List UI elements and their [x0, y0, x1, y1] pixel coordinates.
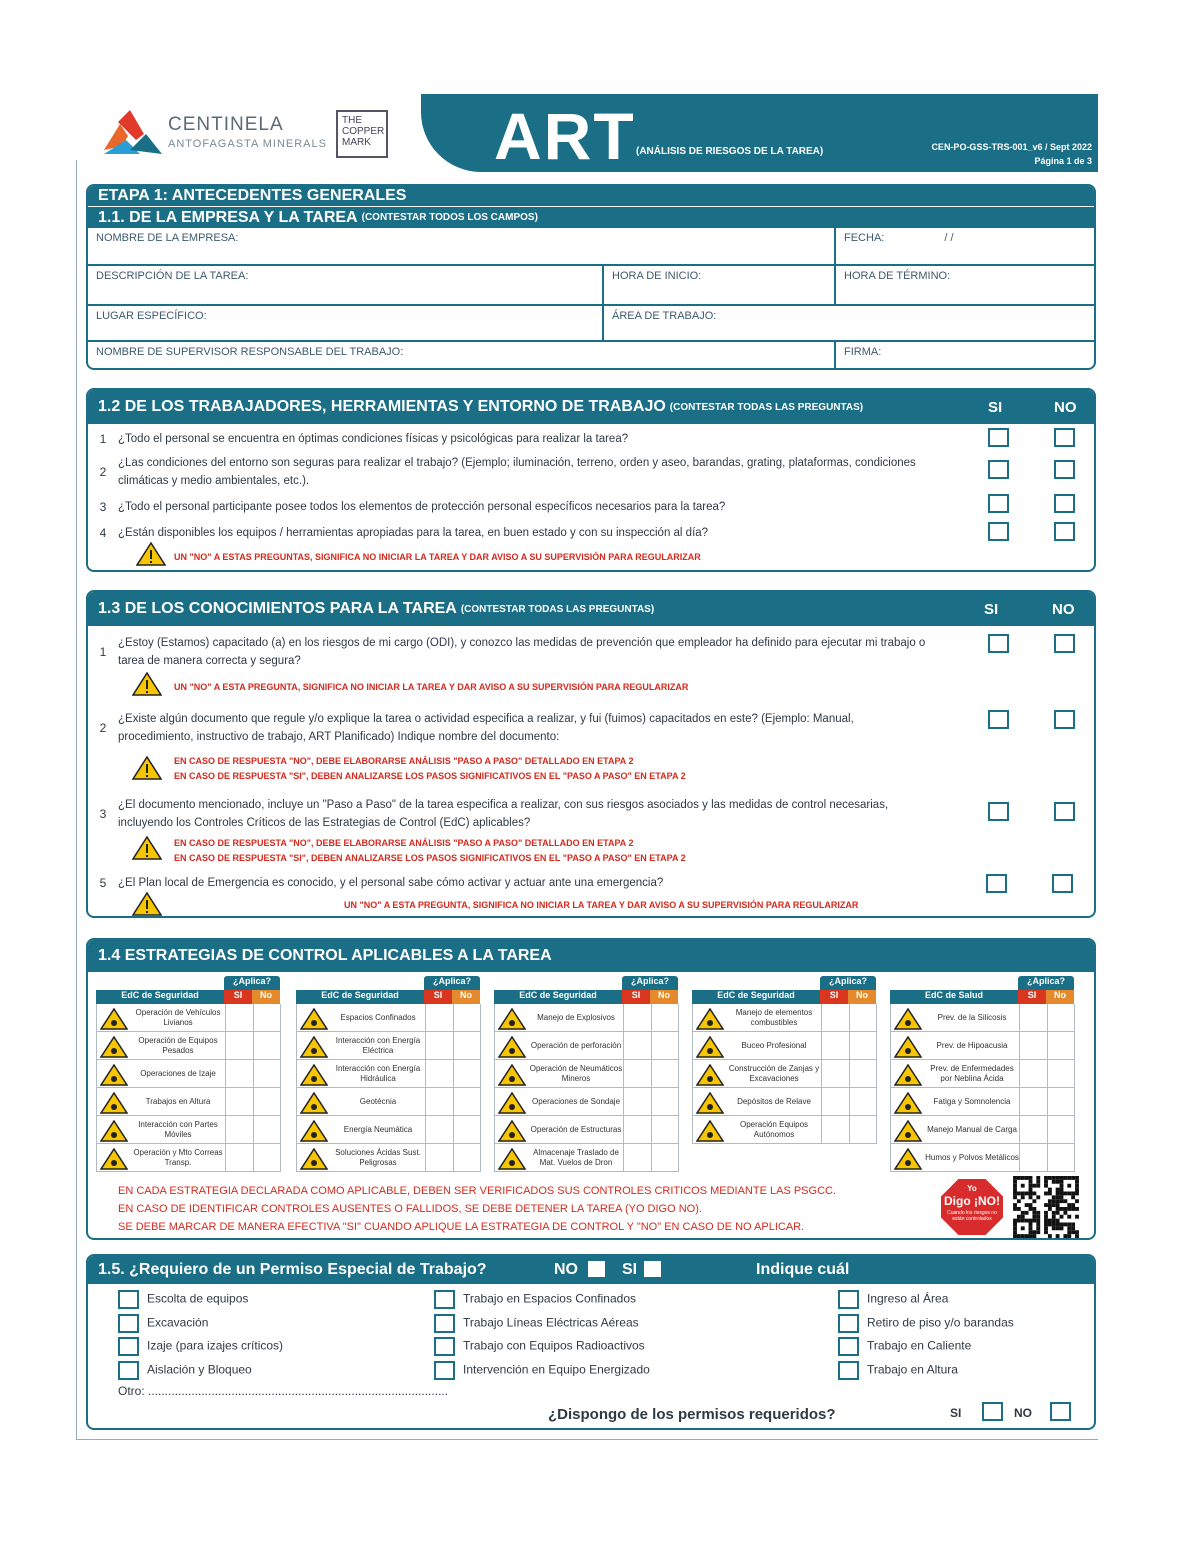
no-header: NO: [1054, 398, 1077, 416]
section-1-3: 1.3 DE LOS CONOCIMIENTOS PARA LA TAREA (CONTESTAR TODAS LAS PREGUNTAS) SI NO 1 ¿Estoy (Estamos) capacitado (a) en los riesgos de mi cargo (ODI), y conozco las medidas de prevención que empleador ha definido para ejecutar mi trabajo o tarea de manera correcta y segura? UN "NO" A ESTA PREGUNTA, SIGNIFICA NO INICIAR LA TAREA Y DAR AVISO A SU SUPERVISIÓN PARA REGULARIZAR 2 ¿Existe algún documento que regule y/o explique la tarea o actividad especifica a realizar, y fui (fuimos) capacitados en este? (Ejemplo: Manual, procedimiento, instructivo de trabajo, ART Planificado) Indique nombre del documento: EN CASO DE RESPUESTA "NO", DEBE ELABORARSE ANÁLISIS "PASO A PASO" DETALLADO EN ETAPA 2 EN CASO DE RESPUESTA "SI", DEBEN ANALIZARSE LOS PASOS SIGNIFICATIVOS EN EL "PASO A PASO" EN ETAPA 2 3 ¿El documento mencionado, incluye un "Paso a Paso" de la tarea especifica a realizar, con sus riesgos asociados y las medidas de control necesarias, incluyendo los Controles Críticos de las Estrategias de Control (EdC) aplicables? EN CASO DE RESPUESTA "NO", DEBE ELABORARSE ANÁLISIS "PASO A PASO" DETALLADO EN ETAPA 2 EN CASO DE RESPUESTA "SI", DEBEN ANALIZARSE LOS PASOS SIGNIFICATIVOS EN EL "PASO A PASO" EN ETAPA 2 5 ¿El Plan local de Emergencia es conocido, y el personal sabe cómo activar y actuar ante una emergencia? UN "NO" A ESTA PREGUNTA, SIGNIFICA NO INICIAR LA TAREA Y DAR AVISO A SU SUPERVISIÓN PARA REGULARIZAR: [86, 590, 1096, 918]
page-frame: [76, 160, 77, 1440]
document-code: CEN-PO-GSS-TRS-001_v6 / Sept 2022 Página 1 de 3: [931, 142, 1092, 166]
edc-no-cell[interactable]: [453, 1004, 481, 1032]
edc-no-cell[interactable]: [651, 1144, 679, 1172]
permits-si-label: SI: [950, 1406, 962, 1420]
edc-item-label: Fatiga y Somnolencia: [933, 1097, 1011, 1106]
hazard-warning-icon: [696, 1092, 724, 1114]
edc-si-cell[interactable]: [225, 1144, 253, 1172]
aplica-header: ¿Aplica?: [224, 976, 280, 990]
hazard-warning-icon: [696, 1064, 724, 1086]
edc-no-cell[interactable]: [253, 1144, 281, 1172]
edc-item-label: Geotécnia: [359, 1097, 397, 1106]
permit-label: Intervención en Equipo Energizado: [463, 1362, 650, 1377]
edc-row: [96, 1032, 280, 1060]
hazard-warning-icon: [894, 1008, 922, 1030]
permit-checkbox[interactable]: [838, 1361, 859, 1380]
edc-row: [494, 1032, 678, 1060]
q1-2-2-no-checkbox[interactable]: [1054, 460, 1075, 479]
edc-no-cell[interactable]: [253, 1004, 281, 1032]
row-supervisor: [88, 340, 1094, 368]
qr-code-icon: [1012, 1176, 1080, 1238]
control-strategy-tables: [96, 976, 1086, 1172]
q1-3-3-si-checkbox[interactable]: [988, 802, 1009, 821]
supervisor-field[interactable]: NOMBRE DE SUPERVISOR RESPONSABLE DEL TRABAJO:: [96, 346, 404, 358]
si-col-header: SI: [424, 990, 452, 1004]
permit-label: Retiro de piso y/o barandas: [867, 1315, 1014, 1330]
edc-no-cell[interactable]: [453, 1088, 481, 1116]
warning-text-1-3-5: UN "NO" A ESTA PREGUNTA, SIGNIFICA NO INICIAR LA TAREA Y DAR AVISO A SU SUPERVISIÓN PARA REGULARIZAR: [344, 900, 859, 910]
no-col-header: No: [848, 990, 876, 1004]
edc-row: [692, 1116, 876, 1144]
edc-si-cell[interactable]: [425, 1004, 453, 1032]
edc-row: [296, 1088, 480, 1116]
permits-question: ¿Dispongo de los permisos requeridos?: [548, 1406, 836, 1423]
hazard-warning-icon: [300, 1148, 328, 1170]
edc-si-cell[interactable]: [821, 1004, 849, 1032]
permit-label: Trabajo en Espacios Confinados: [463, 1291, 636, 1306]
edc-si-cell[interactable]: [1019, 1088, 1047, 1116]
permits-no-label: NO: [1014, 1406, 1032, 1420]
edc-si-cell[interactable]: [821, 1116, 849, 1144]
yo-digo-no-badge: Yo Digo ¡NO! Cuando los riesgos no están controlados: [938, 1176, 1006, 1238]
no-col-header: No: [650, 990, 678, 1004]
permit-label: Izaje (para izajes críticos): [147, 1338, 284, 1353]
edc-si-cell[interactable]: [225, 1088, 253, 1116]
permit-checkbox[interactable]: [118, 1361, 139, 1380]
edc-row: [296, 1144, 480, 1172]
permit-option[interactable]: [838, 1361, 958, 1380]
warning-text-1-3-3: EN CASO DE RESPUESTA "NO", DEBE ELABORARSE ANÁLISIS "PASO A PASO" DETALLADO EN ETAPA 2 EN CASO DE RESPUESTA "SI", DEBEN ANALIZARSE LOS PASOS SIGNIFICATIVOS EN EL "PASO A PASO" EN ETAPA 2: [174, 838, 686, 863]
q1-3-1-no-checkbox[interactable]: [1054, 634, 1075, 653]
edc-item-label: Manejo de Explosivos: [537, 1013, 615, 1022]
edc-header-label: EdC de Seguridad: [96, 990, 224, 1004]
edc-no-cell[interactable]: [453, 1032, 481, 1060]
aplica-header: ¿Aplica?: [622, 976, 678, 990]
edc-no-cell[interactable]: [1047, 1144, 1075, 1172]
q1-3-2-si-checkbox[interactable]: [988, 710, 1009, 729]
edc-item-label: Operación de Equipos Pesados: [138, 1036, 218, 1055]
edc-row: [296, 1032, 480, 1060]
permit-checkbox[interactable]: [434, 1337, 455, 1356]
edc-row: [692, 1032, 876, 1060]
edc-no-cell[interactable]: [453, 1144, 481, 1172]
edc-si-cell[interactable]: [623, 1060, 651, 1088]
end-time-field[interactable]: HORA DE TÉRMINO:: [844, 270, 951, 282]
edc-row: [296, 1116, 480, 1144]
permit-checkbox[interactable]: [118, 1314, 139, 1333]
edc-no-cell[interactable]: [849, 1032, 877, 1060]
date-field[interactable]: FECHA: / /: [844, 232, 954, 244]
edc-item-label: Interacción con Energía Eléctrica: [335, 1036, 421, 1055]
edc-item-label: Operación y Mto Correas Transp.: [133, 1148, 223, 1167]
q1-3-3-no-checkbox[interactable]: [1054, 802, 1075, 821]
si-col-header: SI: [1018, 990, 1046, 1004]
edc-row: [96, 1004, 280, 1032]
edc-header-label: EdC de Salud: [890, 990, 1018, 1004]
permit-checkbox[interactable]: [434, 1314, 455, 1333]
section-1-1-title: 1.1. DE LA EMPRESA Y LA TAREA (CONTESTAR TODOS LOS CAMPOS): [88, 206, 1094, 228]
permits-no-checkbox[interactable]: [1050, 1402, 1071, 1421]
hazard-warning-icon: [300, 1008, 328, 1030]
permit-label: Trabajo en Altura: [867, 1362, 958, 1377]
warning-icon: [132, 672, 162, 696]
edc-table-header: [890, 990, 1074, 1004]
edc-item-label: Operación de Vehículos Livianos: [135, 1008, 221, 1027]
stage1-title: ETAPA 1: ANTECEDENTES GENERALES: [88, 186, 1094, 206]
si-col-header: SI: [224, 990, 252, 1004]
permit-option[interactable]: [434, 1290, 636, 1309]
no-col-header: No: [252, 990, 280, 1004]
edc-no-cell[interactable]: [253, 1088, 281, 1116]
permits-si-checkbox[interactable]: [982, 1402, 1003, 1421]
edc-row: [96, 1060, 280, 1088]
hazard-warning-icon: [498, 1120, 526, 1142]
hazard-warning-icon: [696, 1008, 724, 1030]
copper-mark-logo: THE COPPER MARK: [336, 110, 388, 158]
permit-option[interactable]: [838, 1337, 971, 1356]
edc-row: [890, 1032, 1074, 1060]
no-col-header: No: [452, 990, 480, 1004]
edc-item-label: Depósitos de Relave: [737, 1097, 811, 1106]
edc-si-cell[interactable]: [425, 1116, 453, 1144]
hazard-warning-icon: [100, 1148, 128, 1170]
centinela-logo-icon: [100, 110, 164, 158]
q1-2-4-si-checkbox[interactable]: [988, 522, 1009, 541]
edc-item-label: Operación Equipos Autónomos: [739, 1120, 809, 1139]
edc-row: [96, 1144, 280, 1172]
q1-3-5-no-checkbox[interactable]: [1052, 874, 1073, 893]
edc-no-cell[interactable]: [849, 1004, 877, 1032]
document-subtitle: (ANÁLISIS DE RIESGOS DE LA TAREA): [636, 146, 824, 157]
edc-item-label: Manejo de elementos combustibles: [735, 1008, 813, 1027]
permit-option[interactable]: [838, 1290, 948, 1309]
permit-label: Excavación: [147, 1315, 209, 1330]
warning-icon: [136, 542, 166, 566]
q1-2-1-no-checkbox[interactable]: [1054, 428, 1075, 447]
hazard-warning-icon: [300, 1120, 328, 1142]
edc-si-cell[interactable]: [1019, 1144, 1047, 1172]
edc-no-cell[interactable]: [651, 1032, 679, 1060]
edc-item-label: Manejo Manual de Carga: [927, 1125, 1017, 1134]
edc-row: [96, 1088, 280, 1116]
permit-option[interactable]: [434, 1361, 650, 1380]
company-subtitle: ANTOFAGASTA MINERALS: [168, 138, 327, 150]
q1-2-1-si-checkbox[interactable]: [988, 428, 1009, 447]
edc-no-cell[interactable]: [849, 1060, 877, 1088]
no-header: NO: [1052, 600, 1075, 618]
edc-si-cell[interactable]: [623, 1032, 651, 1060]
aplica-header: ¿Aplica?: [424, 976, 480, 990]
indique-label: Indique cuál: [756, 1261, 850, 1278]
permit-checkbox[interactable]: [838, 1337, 859, 1356]
permit-label: Trabajo Líneas Eléctricas Aéreas: [463, 1315, 639, 1330]
edc-no-cell[interactable]: [651, 1116, 679, 1144]
edc-si-cell[interactable]: [225, 1004, 253, 1032]
edc-si-cell[interactable]: [425, 1144, 453, 1172]
place-field[interactable]: LUGAR ESPECÍFICO:: [96, 310, 207, 322]
si-col-header: SI: [622, 990, 650, 1004]
hazard-warning-icon: [498, 1064, 526, 1086]
edc-no-cell[interactable]: [651, 1088, 679, 1116]
no-col-header: No: [1046, 990, 1074, 1004]
edc-si-cell[interactable]: [623, 1116, 651, 1144]
q1-3-2-no-checkbox[interactable]: [1054, 710, 1075, 729]
edc-item-label: Almacenaje Traslado de Mat. Vuelos de Dron: [533, 1148, 619, 1167]
edc-no-cell[interactable]: [849, 1088, 877, 1116]
permit-checkbox[interactable]: [838, 1314, 859, 1333]
edc-item-label: Operación de Neumáticos Mineros: [529, 1064, 623, 1083]
q1-2-3-no-checkbox[interactable]: [1054, 494, 1075, 513]
edc-row: [494, 1004, 678, 1032]
warning-text-1-3-2: EN CASO DE RESPUESTA "NO", DEBE ELABORARSE ANÁLISIS "PASO A PASO" DETALLADO EN ETAPA 2 EN CASO DE RESPUESTA "SI", DEBEN ANALIZARSE LOS PASOS SIGNIFICATIVOS EN EL "PASO A PASO" EN ETAPA 2: [174, 756, 686, 781]
edc-row: [692, 1060, 876, 1088]
edc-item-label: Prev. de Hipoacusia: [936, 1041, 1008, 1050]
section-1-5: [86, 1254, 1096, 1430]
row-task: [88, 264, 1094, 304]
warning-icon: [132, 836, 162, 860]
q1-3-5-si-checkbox[interactable]: [986, 874, 1007, 893]
edc-table-header: [296, 990, 480, 1004]
hazard-warning-icon: [300, 1092, 328, 1114]
start-time-field[interactable]: HORA DE INICIO:: [612, 270, 702, 282]
edc-row: [692, 1088, 876, 1116]
edc-row: [494, 1060, 678, 1088]
edc-row: [494, 1088, 678, 1116]
aplica-header: ¿Aplica?: [820, 976, 876, 990]
edc-item-label: Interacción con Energía Hidráulica: [335, 1064, 421, 1083]
hazard-warning-icon: [894, 1092, 922, 1114]
edc-item-label: Humos y Polvos Metálicos: [925, 1153, 1019, 1162]
permit-option[interactable]: [118, 1337, 283, 1356]
edc-item-label: Buceo Profesional: [741, 1041, 807, 1050]
q1-3-1-si-checkbox[interactable]: [988, 634, 1009, 653]
edc-item-label: Prev. de la Silicosis: [937, 1013, 1007, 1022]
page-bottom-line: [76, 1439, 1098, 1440]
hazard-warning-icon: [100, 1092, 128, 1114]
task-description-field[interactable]: DESCRIPCIÓN DE LA TAREA:: [96, 270, 249, 282]
warning-icon: [132, 892, 162, 916]
edc-row: [890, 1060, 1074, 1088]
section-1-2-title: 1.2 DE LOS TRABAJADORES, HERRAMIENTAS Y ENTORNO DE TRABAJO (CONTESTAR TODAS LAS PREGUNTAS) SI NO: [88, 390, 1094, 424]
edc-row: [96, 1116, 280, 1144]
edc-row: [494, 1116, 678, 1144]
section-1-2: 1.2 DE LOS TRABAJADORES, HERRAMIENTAS Y ENTORNO DE TRABAJO (CONTESTAR TODAS LAS PREGUNTAS) SI NO 1 ¿Todo el personal se encuentra en óptimas condiciones físicas y psicológicas para realizar la tarea? 2 ¿Las condiciones del entorno son seguras para realizar el trabajo? (Ejemplo; iluminación, terreno, orden y aseo, barandas, grating, plataformas, condiciones climáticas y medio ambientales, etc.). 3 ¿Todo el personal participante posee todos los elementos de protección personal específicos necesarios para la tarea? 4 ¿Están disponibles los equipos / herramientas apropiadas para la tarea, en buen estado y con su inspección al día? UN "NO" A ESTAS PREGUNTAS, SIGNIFICA NO INICIAR LA TAREA Y DAR AVISO A SU SUPERVISIÓN PARA REGULARIZAR: [86, 388, 1096, 572]
edc-row: [692, 1004, 876, 1032]
hazard-warning-icon: [498, 1008, 526, 1030]
hazard-warning-icon: [894, 1064, 922, 1086]
edc-si-cell[interactable]: [623, 1088, 651, 1116]
edc-item-label: Construcción de Zanjas y Excavaciones: [728, 1064, 820, 1083]
hazard-warning-icon: [894, 1120, 922, 1142]
edc-item-label: Operaciones de Izaje: [140, 1069, 216, 1078]
edc-no-cell[interactable]: [1047, 1088, 1075, 1116]
edc-no-cell[interactable]: [1047, 1032, 1075, 1060]
edc-item-label: Trabajos en Altura: [145, 1097, 211, 1106]
edc-si-cell[interactable]: [821, 1060, 849, 1088]
row-place: [88, 304, 1094, 340]
edc-header-label: EdC de Seguridad: [494, 990, 622, 1004]
permit-label: Trabajo con Equipos Radioactivos: [463, 1338, 645, 1353]
edc-no-cell[interactable]: [453, 1116, 481, 1144]
edc-si-cell[interactable]: [1019, 1004, 1047, 1032]
qr-code: [1012, 1176, 1080, 1238]
permit-option[interactable]: [118, 1361, 252, 1380]
hazard-warning-icon: [300, 1064, 328, 1086]
hazard-warning-icon: [894, 1148, 922, 1170]
company-field[interactable]: NOMBRE DE LA EMPRESA:: [96, 232, 239, 244]
permit-option[interactable]: [434, 1314, 639, 1333]
permit-option[interactable]: [118, 1314, 208, 1333]
edc-table-header: [96, 990, 280, 1004]
edc-no-cell[interactable]: [651, 1060, 679, 1088]
hazard-warning-icon: [498, 1148, 526, 1170]
row-company: [88, 228, 1094, 264]
edc-row: [494, 1144, 678, 1172]
edc-si-cell[interactable]: [821, 1032, 849, 1060]
permit-si-checkbox[interactable]: [644, 1261, 661, 1277]
hazard-warning-icon: [498, 1092, 526, 1114]
permit-label: Trabajo en Caliente: [867, 1338, 972, 1353]
hazard-warning-icon: [300, 1036, 328, 1058]
hazard-warning-icon: [696, 1036, 724, 1058]
edc-item-label: Prev. de Enfermedades por Neblina Ácida: [930, 1064, 1014, 1083]
section-1-4: [86, 938, 1096, 1240]
edc-si-cell[interactable]: [225, 1032, 253, 1060]
edc-si-cell[interactable]: [623, 1004, 651, 1032]
edc-header-label: EdC de Seguridad: [296, 990, 424, 1004]
document-title: ART: [494, 99, 636, 173]
q1-2-4-no-checkbox[interactable]: [1054, 522, 1075, 541]
permit-option[interactable]: [434, 1337, 645, 1356]
other-permit-field[interactable]: Otro: ..........................................................................................: [118, 1384, 449, 1398]
document-header: [76, 94, 1098, 172]
edc-no-cell[interactable]: [453, 1060, 481, 1088]
edc-table-header: [692, 990, 876, 1004]
edc-item-label: Interacción con Partes Móviles: [138, 1120, 218, 1139]
si-header: SI: [988, 398, 1003, 416]
aplica-header: ¿Aplica?: [1018, 976, 1074, 990]
hazard-warning-icon: [894, 1036, 922, 1058]
hazard-warning-icon: [100, 1008, 128, 1030]
edc-row: [890, 1116, 1074, 1144]
edc-si-cell[interactable]: [1019, 1116, 1047, 1144]
permit-checkbox[interactable]: [434, 1290, 455, 1309]
edc-si-cell[interactable]: [225, 1060, 253, 1088]
si-header: SI: [984, 600, 999, 618]
permit-no-checkbox[interactable]: [588, 1261, 605, 1277]
hazard-warning-icon: [498, 1036, 526, 1058]
edc-row: [890, 1144, 1074, 1172]
section-1-3-title: 1.3 DE LOS CONOCIMIENTOS PARA LA TAREA (CONTESTAR TODAS LAS PREGUNTAS) SI NO: [88, 592, 1094, 626]
strategy-notes: EN CADA ESTRATEGIA DECLARADA COMO APLICABLE, DEBEN SER VERIFICADOS SUS CONTROLES CRITICOS MEDIANTE LAS PSGCC. EN CASO DE IDENTIFICAR CONTROLES AUSENTES O FALLIDOS, SE DEBE DETENER LA TAREA (YO DIGO NO). SE DEBE MARCAR DE MANERA EFECTIVA "SI" CUANDO APLIQUE LA ESTRATEGIA DE CONTROL Y "NO" EN CASO DE NO APLICAR.: [118, 1185, 837, 1233]
edc-item-label: Operaciones de Sondaje: [531, 1097, 621, 1106]
edc-si-cell[interactable]: [1019, 1032, 1047, 1060]
edc-si-cell[interactable]: [821, 1088, 849, 1116]
hazard-warning-icon: [100, 1120, 128, 1142]
permit-checkbox[interactable]: [118, 1290, 139, 1309]
edc-si-cell[interactable]: [225, 1116, 253, 1144]
signature-field[interactable]: FIRMA:: [844, 346, 882, 358]
hazard-warning-icon: [100, 1064, 128, 1086]
hazard-warning-icon: [696, 1120, 724, 1142]
edc-no-cell[interactable]: [849, 1116, 877, 1144]
edc-no-cell[interactable]: [253, 1032, 281, 1060]
permit-label: Escolta de equipos: [147, 1291, 249, 1306]
permit-checkbox[interactable]: [118, 1337, 139, 1356]
page-number: Página 1 de 3: [1034, 156, 1092, 166]
permit-checkbox[interactable]: [838, 1290, 859, 1309]
edc-no-cell[interactable]: [651, 1004, 679, 1032]
edc-table-header: [494, 990, 678, 1004]
edc-si-cell[interactable]: [425, 1060, 453, 1088]
si-col-header: SI: [820, 990, 848, 1004]
edc-si-cell[interactable]: [425, 1088, 453, 1116]
edc-no-cell[interactable]: [1047, 1060, 1075, 1088]
edc-header-label: EdC de Seguridad: [692, 990, 820, 1004]
q1-2-3-si-checkbox[interactable]: [988, 494, 1009, 513]
edc-row: [296, 1060, 480, 1088]
edc-no-cell[interactable]: [1047, 1116, 1075, 1144]
permit-label: Ingreso al Área: [867, 1291, 949, 1306]
permit-label: Aislación y Bloqueo: [147, 1362, 252, 1377]
edc-item-label: Energía Neumática: [343, 1125, 413, 1134]
company-name: CENTINELA: [168, 114, 284, 135]
edc-row: [296, 1004, 480, 1032]
edc-no-cell[interactable]: [253, 1116, 281, 1144]
edc-no-cell[interactable]: [1047, 1004, 1075, 1032]
section-1-1: [86, 184, 1096, 370]
permit-checkbox[interactable]: [434, 1361, 455, 1380]
edc-row: [890, 1004, 1074, 1032]
warning-icon: [132, 756, 162, 780]
section-1-4-title: 1.4 ESTRATEGIAS DE CONTROL APLICABLES A LA TAREA: [88, 940, 1094, 972]
edc-si-cell[interactable]: [623, 1144, 651, 1172]
edc-item-label: Operación de Estructuras: [530, 1125, 622, 1134]
warning-text-1-3-1: UN "NO" A ESTA PREGUNTA, SIGNIFICA NO INICIAR LA TAREA Y DAR AVISO A SU SUPERVISIÓN PARA REGULARIZAR: [174, 682, 689, 692]
permit-option[interactable]: [118, 1290, 248, 1309]
edc-no-cell[interactable]: [253, 1060, 281, 1088]
work-area-field[interactable]: ÁREA DE TRABAJO:: [612, 310, 717, 322]
edc-item-label: Operación de perforación: [530, 1041, 622, 1050]
edc-si-cell[interactable]: [425, 1032, 453, 1060]
section-1-5-title: 1.5. ¿Requiero de un Permiso Especial de Trabajo? NO SI Indique cuál: [88, 1256, 1094, 1284]
warning-text-1-2: UN "NO" A ESTAS PREGUNTAS, SIGNIFICA NO INICIAR LA TAREA Y DAR AVISO A SU SUPERVISIÓN PARA REGULARIZAR: [174, 552, 701, 562]
edc-item-label: Espacios Confinados: [340, 1013, 416, 1022]
edc-si-cell[interactable]: [1019, 1060, 1047, 1088]
hazard-warning-icon: [100, 1036, 128, 1058]
permit-option[interactable]: [838, 1314, 1014, 1333]
edc-item-label: Soluciones Ácidas Sust. Peligrosas: [335, 1148, 421, 1167]
q1-2-2-si-checkbox[interactable]: [988, 460, 1009, 479]
edc-row: [890, 1088, 1074, 1116]
